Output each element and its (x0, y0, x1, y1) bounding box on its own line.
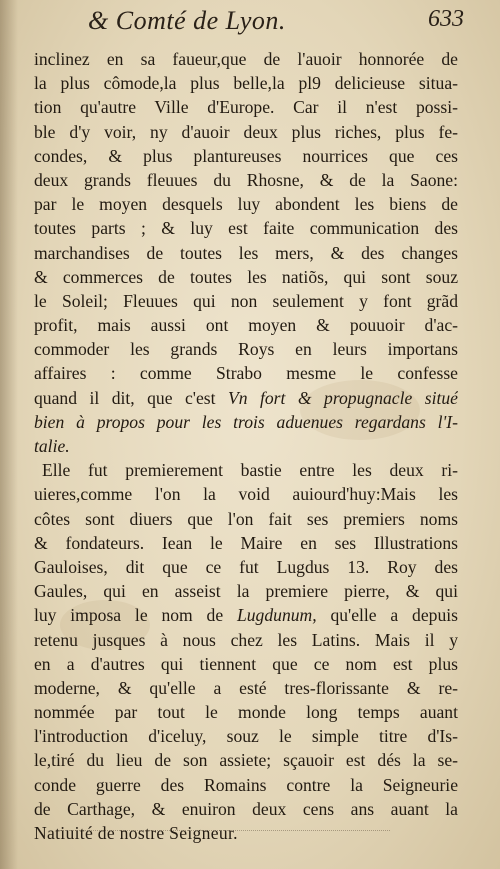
text-line: ble d'y voir, ny d'auoir deux plus riches, plus fe- (34, 121, 458, 142)
text-line-italic: bien à propos pour les trois aduenues regardans l'I- (34, 411, 458, 432)
text-line: le Soleil; Fleuues qui non seulement y font grãd (34, 290, 458, 311)
spine-shadow (0, 0, 18, 869)
text-line: le,tiré du lieu de son assiete; sçauoir est dés la se- (34, 750, 458, 771)
text-line: de Carthage, & enuiron deux cens ans auant la (34, 798, 458, 819)
text-line: tion qu'autre Ville d'Europe. Car il n'est possi- (34, 97, 458, 118)
text-line: & fondateurs. Iean le Maire en ses Illustrations (34, 532, 458, 553)
text-line: & commerces de toutes les natiõs, qui sont souz (34, 266, 458, 287)
text-line: inclinez en sa faueur,que de l'auoir honnorée de (34, 49, 458, 69)
text-line: commoder les grands Roys en leurs importans (34, 339, 458, 360)
show-through-smudge (60, 830, 390, 845)
text-line: l'introduction d'iceluy, souz le simple titre d'Is- (34, 726, 458, 747)
page-number: 633 (428, 6, 464, 32)
text-line-lugdunum (34, 603, 458, 627)
text-line-italic: talie. (34, 436, 70, 456)
text-line: par le moyen desquels luy abondent les biens de (34, 194, 458, 215)
text-line: toutes parts ; & luy est faite communication des (34, 218, 458, 239)
running-head: & Comté de Lyon. (88, 6, 286, 35)
text-line: marchandises de toutes les mers, & des changes (34, 242, 458, 263)
text-line-last: Natiuité de nostre Seigneur. (34, 823, 238, 843)
paragraph-start-line: Elle fut premierement bastie entre les deux ri- (42, 460, 458, 481)
text-line: affaires : comme Strabo mesme le confesse (34, 363, 458, 384)
text-line: uieres,comme l'on la void auiourd'huy:Mais les (34, 484, 458, 505)
text-line: moderne, & qu'elle a esté tres-florissante & re- (34, 677, 458, 698)
italic-name: Lugdunum, (236, 605, 317, 626)
text-line: retenu jusques à nous chez les Latins. Mais il y (34, 629, 458, 650)
text-line: en a d'autres qui tiennent que ce nom est plus (34, 653, 458, 674)
text-line: profit, mais aussi ont moyen & pouuoir d'ac- (34, 315, 458, 336)
text-line: condes, & plus plantureuses nourrices que ces (34, 145, 458, 166)
text-segment: luy imposa le nom de (34, 605, 237, 626)
text-line: Gauloises, dit que ce fut Lugdus 13. Roy des (34, 556, 458, 577)
text-line: nommée par tout le monde long temps auant (34, 702, 458, 723)
text-line: côtes sont diuers que l'on fait ses premiers noms (34, 508, 458, 529)
page-header (0, 6, 500, 46)
text-line: conde guerre des Romains contre la Seigneurie (34, 774, 458, 795)
text-line: Gaules, qui en asseist la premiere pierre, & qui (34, 581, 458, 602)
body-text (34, 47, 458, 845)
text-line: la plus cômode,la plus belle,la pl9 delicieuse situa- (34, 73, 458, 94)
text-segment: quand il dit, que c'est (34, 387, 228, 408)
text-line-strabo (34, 386, 458, 410)
text-segment: qu'elle a depuis (316, 605, 458, 626)
text-line: deux grands fleuues du Rhosne, & de la Saone: (34, 169, 458, 190)
italic-quote: Vn fort & propugnacle situé (227, 387, 458, 408)
